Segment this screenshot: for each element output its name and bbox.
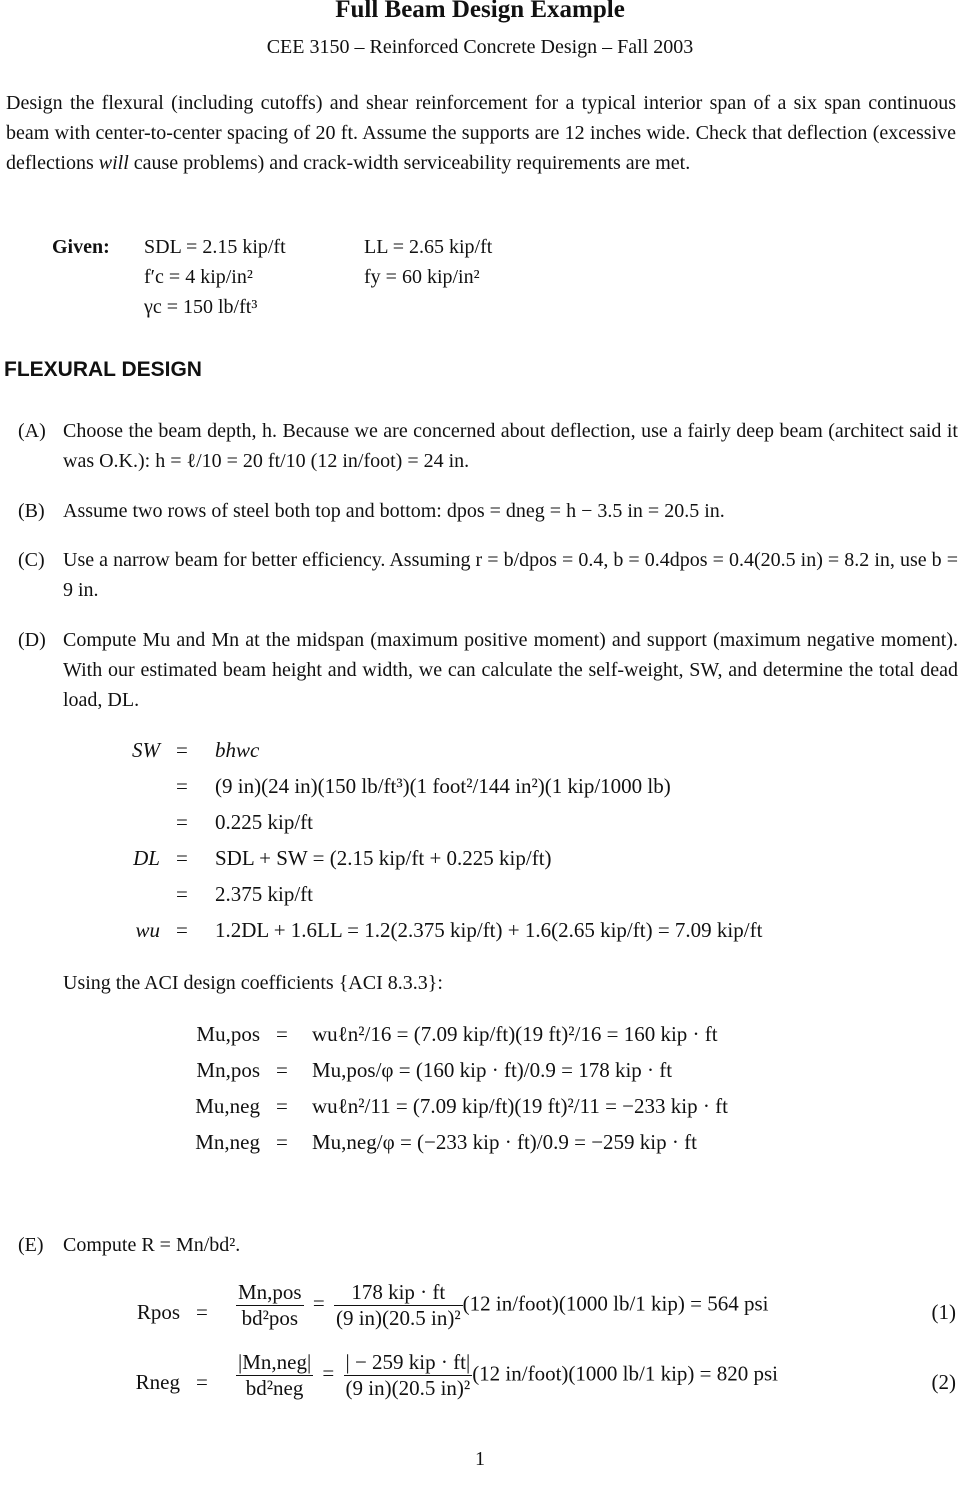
eq-rhs: wuℓn²/16 = (7.09 kip/ft)(19 ft)²/16 = 160 kip · ft xyxy=(312,1022,718,1046)
eq-rhs: 2.375 kip/ft xyxy=(215,882,313,906)
step-b-text: Assume two rows of steel both top and bottom: dpos = dneg = h − 3.5 in = 20.5 in. xyxy=(63,500,725,522)
step-e xyxy=(18,1230,958,1260)
given-sdl: SDL = 2.15 kip/ft xyxy=(144,236,286,258)
given-label: Given: xyxy=(52,236,110,258)
eq-lhs: wu xyxy=(135,918,160,942)
eq-lhs: Mu,pos xyxy=(196,1022,260,1046)
given-ll: LL = 2.65 kip/ft xyxy=(364,236,493,258)
intro-text-1: Design the flexural (including cutoffs) and shear reinforcement for a typical interior span of a six span continuous beam with center-to-center spacing of 20 ft. Assume the supports are 12 inches wide. Check that deflection (excessive deflections xyxy=(6,92,956,174)
frac-den: bd²pos xyxy=(241,1306,299,1330)
eq-lhs: Mn,pos xyxy=(196,1058,260,1082)
aci-text: Using the ACI design coefficients {ACI 8.3.3}: xyxy=(63,972,443,994)
fraction xyxy=(236,1350,313,1401)
frac-num: Mn,pos xyxy=(238,1280,302,1304)
step-d-text: Compute Mu and Mn at the midspan (maximum positive moment) and support (maximum negative moment). With our estimated beam height and width, we can calculate the self-weight, SW, and determine the total dead load, DL. xyxy=(63,629,958,711)
frac-den: bd²neg xyxy=(245,1376,304,1400)
step-d-tag: (D) xyxy=(18,629,46,651)
page-subtitle: CEE 3150 – Reinforced Concrete Design – Fall 2003 xyxy=(266,36,694,58)
step-b-tag: (B) xyxy=(18,500,45,522)
page-number: 1 xyxy=(475,1448,485,1470)
r-lhs: Rpos xyxy=(136,1300,180,1324)
frac-num: |Mn,neg| xyxy=(238,1350,312,1374)
step-e-text: Compute R = Mn/bd². xyxy=(63,1234,241,1256)
r-neg-row: Rneg = $\frac{\text{|Mn,neg|}}{\text{bd²neg}}$ = $\frac{\text{| − 259 kip · ft|}}{\text{(9 in)(20.5 in)²}}$ (12 in/foot)(1000 lb/1 kip) = 820 psi (2) xyxy=(0,1350,960,1416)
fraction xyxy=(334,1280,463,1331)
section-heading: FLEXURAL DESIGN xyxy=(4,358,202,381)
eq-rhs: 1.2DL + 1.6LL = 1.2(2.375 kip/ft) + 1.6(2.65 kip/ft) = 7.09 kip/ft xyxy=(215,918,763,942)
given-gamma: γc = 150 lb/ft³ xyxy=(144,296,258,318)
eq-rhs: wuℓn²/11 = (7.09 kip/ft)(19 ft)²/11 = −233 kip · ft xyxy=(312,1094,728,1118)
step-c xyxy=(18,545,958,605)
frac-num: 178 kip · ft xyxy=(334,1280,463,1306)
eq-rhs: Mu,pos/φ = (160 kip · ft)/0.9 = 178 kip · ft xyxy=(312,1058,673,1082)
r-tail: (12 in/foot)(1000 lb/1 kip) = 564 psi xyxy=(462,1291,769,1316)
step-c-text: Use a narrow beam for better efficiency. Assuming r = b/dpos = 0.4, b = 0.4dpos = 0.4(20.5 in) = 8.2 in, use b = 9 in. xyxy=(63,549,958,601)
eq-lhs: Mu,neg xyxy=(195,1094,260,1118)
r-tail: (12 in/foot)(1000 lb/1 kip) = 820 psi xyxy=(472,1361,779,1386)
step-a-text: Choose the beam depth, h. Because we are concerned about deflection, use a fairly deep beam (architect said it was O.K.): h = ℓ/10 = 20 ft/10 (12 in/foot) = 24 in. xyxy=(63,420,958,472)
step-e-tag: (E) xyxy=(18,1234,44,1256)
given-fy: fy = 60 kip/in² xyxy=(364,266,480,288)
eq-lhs: DL xyxy=(133,846,160,870)
step-d xyxy=(18,625,958,715)
equation-number: (2) xyxy=(931,1370,956,1394)
given-fc: f′c = 4 kip/in² xyxy=(144,266,253,288)
eq-rhs: Mu,neg/φ = (−233 kip · ft)/0.9 = −259 kip · ft xyxy=(312,1130,697,1154)
r-equations xyxy=(0,1280,960,1430)
frac-den: (9 in)(20.5 in)² xyxy=(335,1306,461,1330)
fraction xyxy=(236,1280,304,1331)
eq-rhs: bhwc xyxy=(215,738,260,762)
intro-paragraph xyxy=(6,88,956,178)
step-a xyxy=(18,416,958,476)
intro-emphasis: will xyxy=(98,152,129,174)
eq-lhs: Mn,neg xyxy=(195,1130,260,1154)
intro-text-2: cause problems) and crack-width serviceability requirements are met. xyxy=(128,152,691,174)
r-lhs: Rneg xyxy=(135,1370,180,1394)
step-c-tag: (C) xyxy=(18,549,45,571)
eq-rhs: (9 in)(24 in)(150 lb/ft³)(1 foot²/144 in²)(1 kip/1000 lb) xyxy=(215,774,671,798)
frac-num: | − 259 kip · ft| xyxy=(344,1350,473,1376)
eq-lhs: SW xyxy=(132,738,160,762)
step-a-tag: (A) xyxy=(18,420,46,442)
step-b xyxy=(18,496,958,526)
eq-rhs: SDL + SW = (2.15 kip/ft + 0.225 kip/ft) xyxy=(215,846,552,870)
eq-rhs: 0.225 kip/ft xyxy=(215,810,313,834)
page-title: Full Beam Design Example xyxy=(335,0,625,23)
equation-number: (1) xyxy=(931,1300,956,1324)
frac-den: (9 in)(20.5 in)² xyxy=(345,1376,471,1400)
fraction xyxy=(344,1350,473,1401)
aci-line xyxy=(18,968,958,998)
r-pos-row: Rpos = $\frac{\text{Mn,pos}}{\text{bd²pos}}$ = $\frac{\text{178 kip · ft}}{\text{(9 in)(20.5 in)²}}$ (12 in/foot)(1000 lb/1 kip) = 564 psi (1) xyxy=(0,1280,960,1346)
document-page: Full Beam Design Example CEE 3150 – Reinforced Concrete Design – Fall 2003 Design the flexural (including cutoffs) and shear reinforcement for a typical interior span of a six span continuous beam with center-to-center spacing of 20 ft. Assume the supports are 12 inches wide. Check that deflection (excessive deflections will cause problems) and crack-width serviceability requirements are met. Given: SDL = 2.15 kip/ft LL = 2.65 kip/ft f′c = 4 kip/in² fy = 60 kip/in² γc = 150 lb/ft³ FLEXURAL DESIGN (A) Choose the beam depth, h. Because we are concerned about deflection, use a fairly deep beam (architect said it was O.K.): h = ℓ/10 = 20 ft/10 (12 in/foot) = 24 in. (B) Assume two rows of steel both top and bottom: dpos = dneg = h − 3.5 in = 20.5 in. (C) Use a narrow beam for better efficiency. Assuming r = b/dpos = 0.4, b = 0.4dpos = 0.4(20.5 in) = 8.2 in, use b = 9 in. (D) Compute Mu and Mn at the midspan (maximum positive moment) and support (maximum negative moment). With our estimated beam height and width, we can calculate the self-weight, SW, and determine the total dead load, DL. SW = bhwc = (9 in)(24 in)(150 lb/ft³)(1 foot²/144 in²)(1 kip/1000 lb) = 0.225 kip/ft DL = SDL + SW = (2.15 kip/ft + 0.225 kip/ft) = 2.375 kip/ft wu = 1.2DL + 1.6LL = 1.2(2.375 kip/ft) + 1.6(2.65 kip/ft) = 7.09 kip/ft Using the ACI design coefficients {ACI 8.3.3}: Mu,pos = wuℓn²/16 = (7.09 kip/ft)(19 ft)²/16 = 160 kip · ft Mn,pos = Mu,pos/φ = (160 kip · ft)/0.9 = 178 kip · ft Mu,neg = wuℓn²/11 = (7.09 kip/ft)(19 ft)²/11 = −233 kip · ft Mn,neg = Mu,neg/φ = (−233 kip · ft)/0.9 = −259 kip · ft (E) Compute R = Mn/bd². Rpos = $\frac{\text{Mn,pos}}{\text{bd²pos}}$ = $\frac{\text{178 kip · ft}}{\text{(9 in)(20.5 in)²}}$ (12 in/foot)(1000 lb/1 kip) = 564 psi (1) Rneg = $\frac{\text{|Mn,neg|}}{\text{bd²neg}}$ = $\frac{\text{| − 259 kip · ft|}}{\text{(9 in)(20.5 in)²}}$ (12 in/foot)(1000 lb/1 kip) = 820 psi (2) 1 xyxy=(0,0,960,1485)
